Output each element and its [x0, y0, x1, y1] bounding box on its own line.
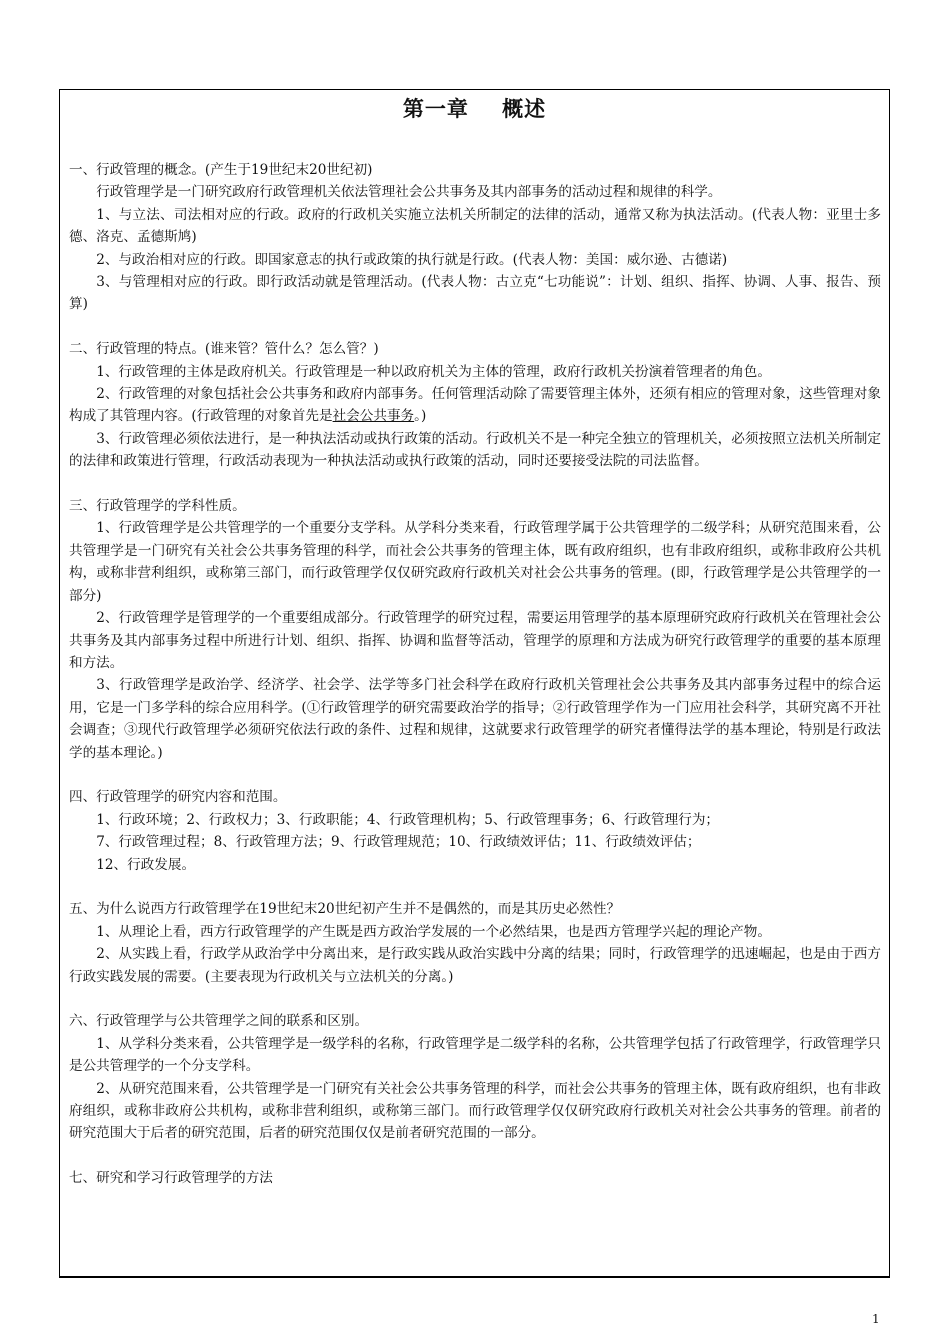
paragraph-text: 。)	[414, 408, 427, 425]
blank-line	[69, 764, 881, 786]
paragraph: 2、从实践上看，行政学从政治学中分离出来，是行政实践从政治实践中分离的结果；同时，行政管理学的迅速崛起，也是由于西方行政实践发展的需要。(主要表现为行政机关与立法机关的分离。)	[69, 946, 881, 985]
page-border-bottom-line	[59, 1277, 890, 1278]
section-7-heading: 七、研究和学习行政管理学的方法	[69, 1170, 273, 1187]
paragraph	[69, 383, 881, 428]
paragraph: 3、与管理相对应的行政。即行政活动就是管理活动。(代表人物：古立克“七功能说”：计划、组织、指挥、协调、人事、报告、预算)	[69, 274, 881, 313]
page-number: 1	[872, 1312, 880, 1326]
blank-line	[69, 1145, 881, 1167]
paragraph: 1、从理论上看，西方行政管理学的产生既是西方政治学发展的一个必然结果，也是西方管理学兴起的理论产物。	[96, 923, 771, 940]
paragraph: 2、行政管理学是管理学的一个重要组成部分。行政管理学的研究过程，需要运用管理学的基本原理研究政府行政机关在管理社会公共事务及其内部事务过程中所进行计划、组织、指挥、协调和监督等活动，管理学的原理和方法成为研究行政管理学的重要的基本原理和方法。	[69, 610, 881, 671]
list-line: 1、行政环境；2、行政权力；3、行政职能；4、行政管理机构；5、行政管理事务；6、行政管理行为；	[96, 811, 720, 828]
list-line: 12、行政发展。	[96, 856, 196, 873]
paragraph: 1、与立法、司法相对应的行政。政府的行政机关实施立法机关所制定的法律的活动，通常又称为执法活动。(代表人物：亚里士多德、洛克、孟德斯鸠)	[69, 206, 881, 246]
blank-line	[69, 473, 881, 495]
paragraph: 1、从学科分类来看，公共管理学是一级学科的名称，行政管理学是二级学科的名称，公共管理学包括了行政管理学，行政管理学只是公共管理学的一个分支学科。	[69, 1035, 881, 1075]
paragraph: 行政管理学是一门研究政府行政管理机关依法管理社会公共事务及其内部事务的活动过程和规律的科学。	[96, 184, 722, 201]
section-1-heading: 一、行政管理的概念。(产生于19世纪末20世纪初)	[69, 162, 373, 178]
section-3-heading: 三、行政管理学的学科性质。	[69, 498, 246, 515]
section-6-heading: 六、行政管理学与公共管理学之间的联系和区别。	[69, 1013, 369, 1030]
section-5-heading: 五、为什么说西方行政管理学在19世纪末20世纪初产生并不是偶然的，而是其历史必然性？	[69, 901, 621, 918]
paragraph: 3、行政管理必须依法进行，是一种执法活动或执行政策的活动。行政机关不是一种完全独立的管理机关，必须按照立法机关所制定的法律和政策进行管理，行政活动表现为一种执法活动或执行政策的活动，同时还要接受法院的司法监督。	[69, 430, 881, 470]
underlined-term: 社会公共事务	[332, 408, 415, 425]
paragraph: 2、从研究范围来看，公共管理学是一门研究有关社会公共事务管理的科学，而社会公共事务的管理主体，既有政府组织，也有非政府组织，或称非政府公共机构，或称非营利组织，或称第三部门。而行政管理学仅仅研究政府行政机关对社会公共事务的管理。前者的研究范围大于后者的研究范围，后者的研究范围仅仅是前者研究范围的一部分。	[69, 1080, 881, 1142]
section-4-heading: 四、行政管理学的研究内容和范围。	[69, 789, 287, 806]
section-2-heading: 二、行政管理的特点。(谁来管？管什么？怎么管？)	[69, 341, 379, 358]
blank-line	[69, 316, 881, 338]
list-line: 7、行政管理过程；8、行政管理方法；9、行政管理规范；10、行政绩效评估；11、行政绩效评估；	[96, 834, 701, 851]
document-body	[69, 159, 881, 1190]
paragraph: 2、与政治相对应的行政。即国家意志的执行或政策的执行就是行政。(代表人物：美国：威尔逊、古德诺)	[96, 251, 728, 268]
paragraph: 1、行政管理的主体是政府机关。行政管理是一种以政府机关为主体的管理，政府行政机关扮演着管理者的角色。	[96, 363, 771, 380]
blank-line	[69, 876, 881, 898]
paragraph: 1、行政管理学是公共管理学的一个重要分支学科。从学科分类来看，行政管理学属于公共管理学的二级学科；从研究范围来看，公共管理学是一门研究有关社会公共事务管理的科学，而社会公共事务的管理主体，既有政府组织，也有非政府组织，或称非政府公共机构，或称非营利组织，或称第三部门，而行政管理学仅仅研究政府行政机关对社会公共事务的管理。(即，行政管理学是公共管理学的一部分)	[69, 520, 881, 604]
chapter-title: 第一章 概述	[402, 97, 547, 121]
blank-line	[69, 988, 881, 1010]
paragraph-text: 2、行政管理的对象包括社会公共事务和政府内部事务。任何管理活动除了需要管理主体外，还须有相应的管理对象，这些管理对象构成了其管理内容。(行政管理的对象首先是	[69, 386, 881, 425]
paragraph: 3、行政管理学是政治学、经济学、社会学、法学等多门社会科学在政府行政机关管理社会公共事务及其内部事务过程中的综合运用，它是一门多学科的综合应用科学。(①行政管理学的研究需要政治学的指导；②行政管理学作为一门应用社会科学，其研究离不开社会调查；③现代行政管理学必须研究依法行政的条件、过程和规律，这就要求行政管理学的研究者懂得法学的基本理论，特别是行政法学的基本理论。)	[69, 677, 881, 761]
